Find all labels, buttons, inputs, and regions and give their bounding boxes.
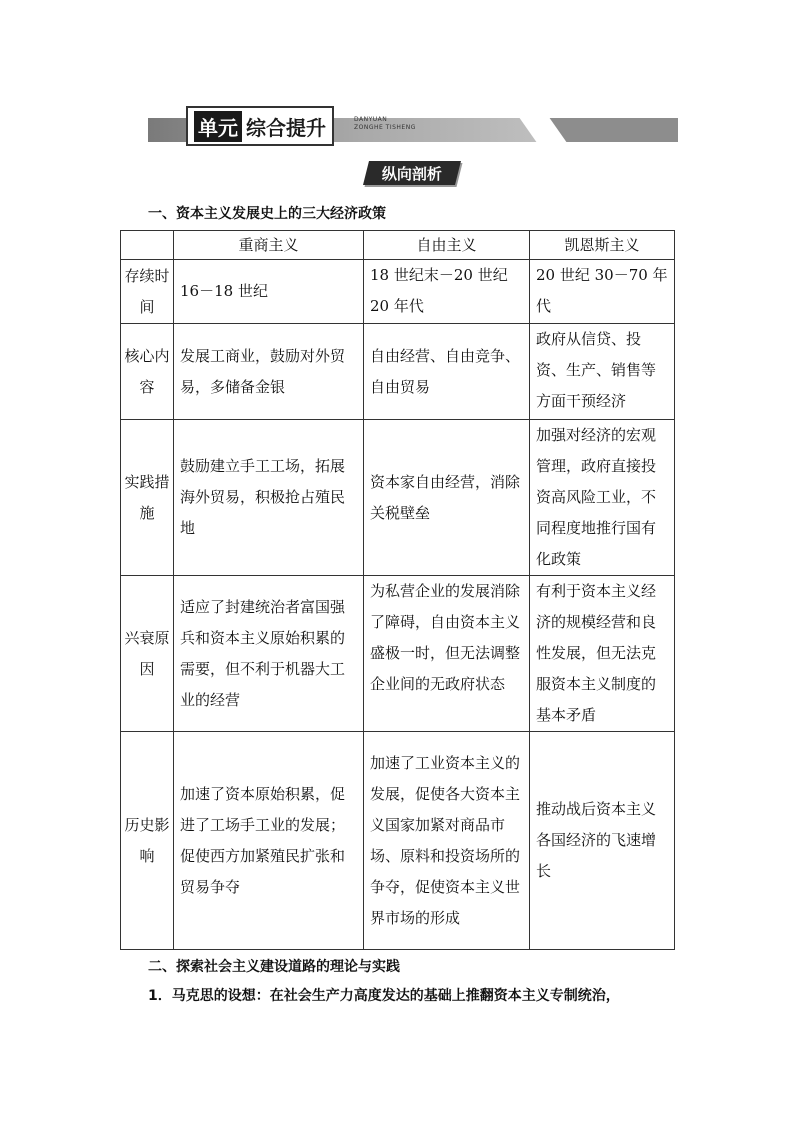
table-cell: 鼓励建立手工工场，拓展海外贸易，积极抢占殖民地 [174,420,364,576]
table-cell: 政府从信贷、投资、生产、销售等方面干预经济 [530,324,675,420]
policy-table [120,230,675,950]
table-cell: 有利于资本主义经济的规模经营和良性发展，但无法克服资本主义制度的基本矛盾 [530,576,675,732]
banner-dark-text: 单元 [194,111,242,142]
table-row [121,324,675,420]
banner-pinyin-line1: DANYUAN [354,116,388,123]
banner-light-text: 综合提升 [246,115,326,140]
table-cell: 适应了封建统治者富国强兵和资本主义原始积累的需要，但不利于机器大工业的经营 [174,576,364,732]
banner-pinyin-line2: ZONGHE TISHENG [354,124,416,131]
table-cell: 推动战后资本主义各国经济的飞速增长 [530,732,675,950]
table-cell: 发展工商业，鼓励对外贸易，多储备金银 [174,324,364,420]
paragraph-1: 1．马克思的设想：在社会生产力高度发达的基础上推翻资本主义专制统治， [148,988,620,1004]
table-cell: 加速了资本原始积累，促进了工场手工业的发展；促使西方加紧殖民扩张和贸易争夺 [174,732,364,950]
table-row [121,420,675,576]
table-cell: 20 世纪 30－70 年代 [530,260,675,324]
row-label: 实践措施 [121,420,174,576]
table-cell: 加强对经济的宏观管理，政府直接投资高风险工业，不同程度地推行国有化政策 [530,420,675,576]
table-row [121,576,675,732]
row-label: 兴衰原因 [121,576,174,732]
section2-title: 二、探索社会主义建设道路的理论与实践 [148,959,400,975]
sub-badge-text: 纵向剖析 [381,164,442,183]
table-cell: 自由经营、自由竞争、自由贸易 [364,324,530,420]
table-header-cell [121,231,174,260]
row-label: 核心内容 [121,324,174,420]
table-cell: 16－18 世纪 [174,260,364,324]
table-header-cell: 重商主义 [174,231,364,260]
unit-banner [148,104,678,144]
table-row [121,732,675,950]
table-header-cell: 凯恩斯主义 [530,231,675,260]
banner-bar-right [548,118,678,142]
table-cell: 18 世纪末－20 世纪 20 年代 [364,260,530,324]
table-header-cell: 自由主义 [364,231,530,260]
table-cell: 资本家自由经营，消除关税壁垒 [364,420,530,576]
table-cell: 为私营企业的发展消除了障碍，自由资本主义盛极一时，但无法调整企业间的无政府状态 [364,576,530,732]
table-header-row [121,231,675,260]
banner-pinyin [354,116,416,132]
banner-badge [186,106,334,146]
table-cell: 加速了工业资本主义的发展，促使各大资本主义国家加紧对商品市场、原料和投资场所的争夺，促使资本主义世界市场的形成 [364,732,530,950]
section1-title: 一、资本主义发展史上的三大经济政策 [148,206,386,222]
row-label: 存续时间 [121,260,174,324]
table-row [121,260,675,324]
row-label: 历史影响 [121,732,174,950]
sub-badge [363,161,461,185]
